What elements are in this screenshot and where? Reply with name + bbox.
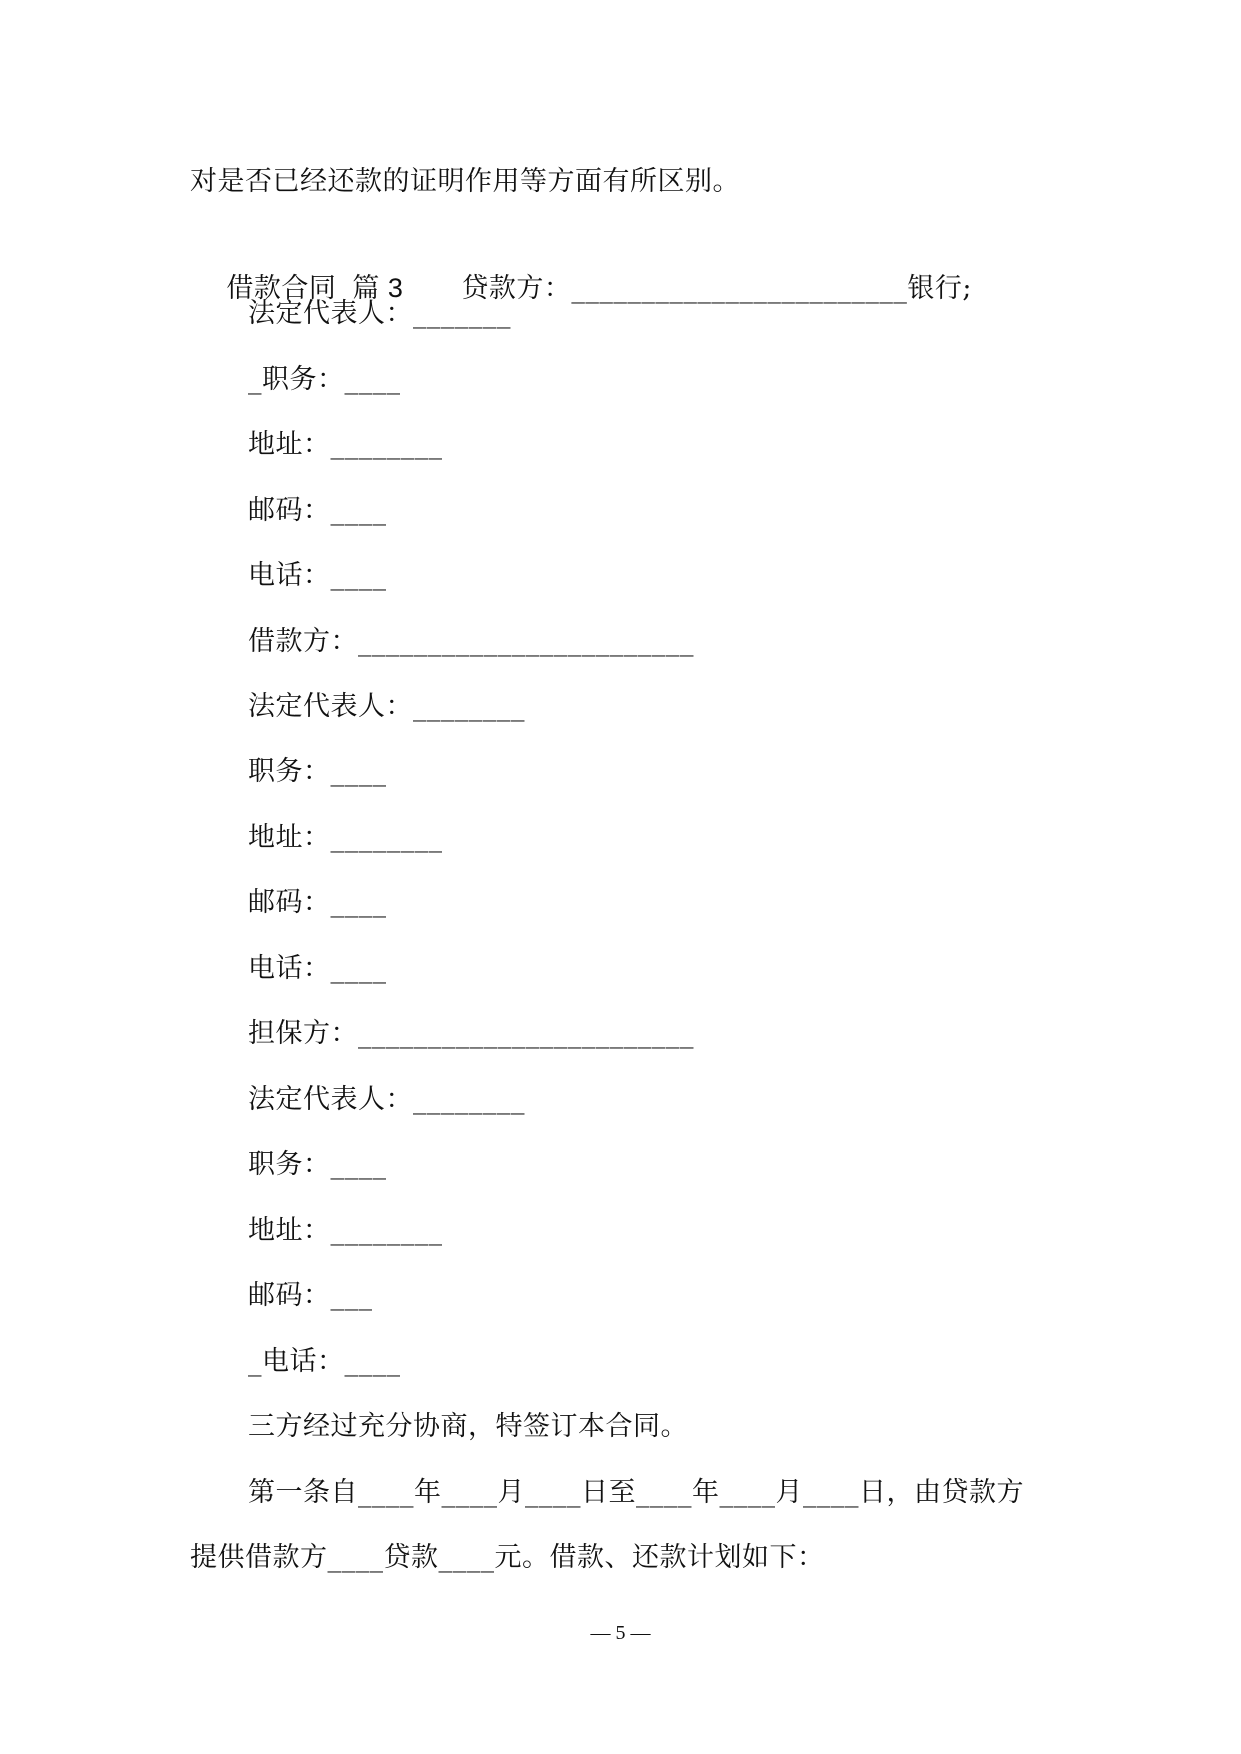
contract-part-label: 篇 3 bbox=[352, 273, 404, 303]
text-line: 地址：________ bbox=[248, 429, 443, 460]
text-line: 提供借款方____贷款____元。借款、还款计划如下： bbox=[190, 1542, 825, 1573]
text-line: 借款方：________________________ bbox=[248, 626, 694, 657]
text-line: 法定代表人：________ bbox=[248, 691, 525, 722]
text-line: 电话：____ bbox=[248, 560, 387, 591]
text-line: 对是否已经还款的证明作用等方面有所区别。 bbox=[190, 166, 740, 197]
text-line: 地址：________ bbox=[248, 1215, 443, 1246]
text-line: 邮码：____ bbox=[248, 495, 387, 526]
text-line: 法定代表人：_______ bbox=[248, 298, 511, 329]
page-number: — 5 — bbox=[590, 1622, 651, 1644]
lender-line: 贷款方：________________________银行; bbox=[461, 273, 972, 304]
text-line: 邮码：___ bbox=[248, 1280, 373, 1311]
text-line: 担保方：________________________ bbox=[248, 1018, 694, 1049]
contract-title: 借款合同 bbox=[226, 273, 337, 304]
text-line: 邮码：____ bbox=[248, 887, 387, 918]
text-line: _职务：____ bbox=[248, 364, 401, 395]
text-line: 电话：____ bbox=[248, 953, 387, 984]
text-line: 第一条自____年____月____日至____年____月____日，由贷款方 bbox=[248, 1477, 1024, 1508]
text-line: 职务：____ bbox=[248, 1149, 387, 1180]
text-line: 三方经过充分协商，特签订本合同。 bbox=[248, 1411, 688, 1442]
text-line: 法定代表人：________ bbox=[248, 1084, 525, 1115]
text-line: _电话：____ bbox=[248, 1346, 401, 1377]
text-line: 职务：____ bbox=[248, 756, 387, 787]
text-line: 地址：________ bbox=[248, 822, 443, 853]
